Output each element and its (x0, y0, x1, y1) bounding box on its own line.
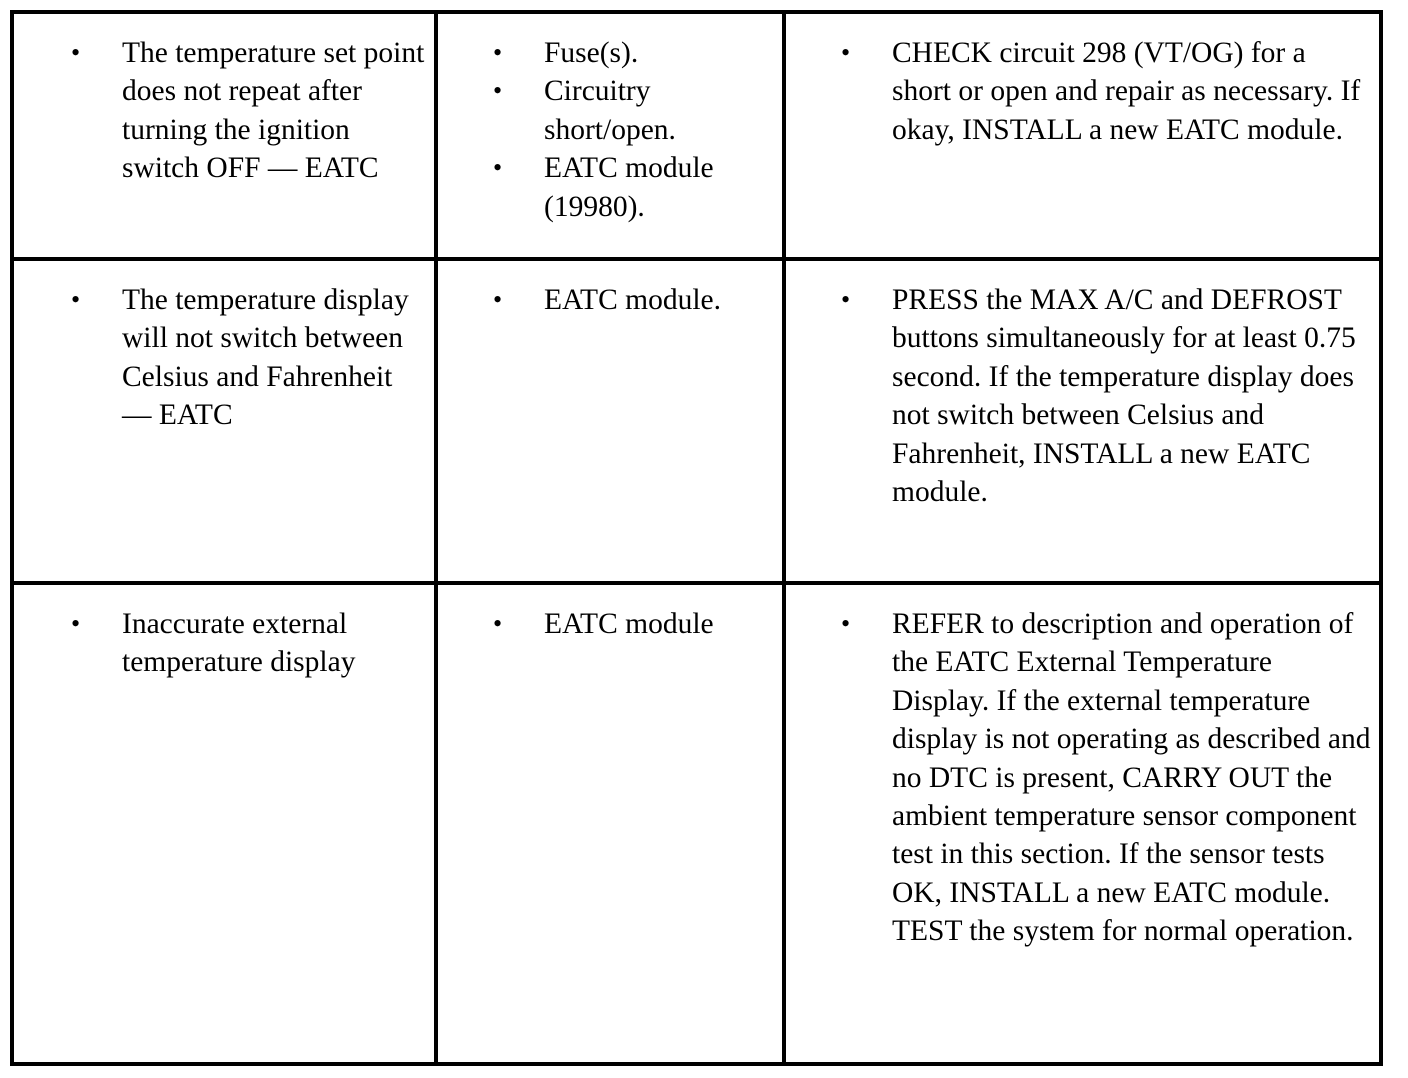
table-row (12, 259, 1381, 583)
table-row (12, 583, 1381, 1064)
list-item (438, 281, 774, 319)
source-list (438, 605, 774, 643)
condition-cell (12, 583, 436, 1064)
condition-list (14, 605, 426, 682)
bullet-icon: • (493, 38, 503, 67)
action-list (786, 34, 1371, 149)
action-text: PRESS the MAX A/C and DEFROST buttons simultaneously for at least 0.75 second. If the temperature display does not switch between Celsius and Fahrenheit, INSTALL a new EATC module. (892, 284, 1356, 509)
table-row (12, 12, 1381, 259)
condition-cell (12, 259, 436, 583)
list-item (14, 605, 426, 682)
diagnosis-table (10, 10, 1383, 1066)
list-item (438, 605, 774, 643)
source-text: EATC module (19980). (544, 152, 714, 223)
action-cell (784, 12, 1381, 259)
bullet-icon: • (841, 609, 851, 638)
bullet-icon: • (493, 76, 503, 106)
source-list (438, 34, 774, 226)
list-item (786, 605, 1371, 951)
list-item (14, 34, 426, 188)
action-list (786, 281, 1371, 511)
action-cell (784, 583, 1381, 1064)
bullet-icon: • (71, 285, 81, 314)
list-item (438, 72, 774, 149)
condition-text: Inaccurate external temperature display (122, 608, 356, 679)
list-item (438, 34, 774, 72)
condition-cell (12, 12, 436, 259)
condition-text: The temperature display will not switch between Celsius and Fahrenheit — EATC (122, 284, 409, 432)
bullet-icon: • (841, 38, 851, 67)
source-cell (436, 583, 784, 1064)
condition-list (14, 281, 426, 435)
action-list (786, 605, 1371, 951)
bullet-icon: • (493, 153, 503, 183)
bullet-icon: • (493, 285, 503, 314)
source-list (438, 281, 774, 319)
list-item (438, 149, 774, 226)
list-item (14, 281, 426, 435)
source-text: Circuitry short/open. (544, 75, 676, 146)
bullet-icon: • (71, 609, 81, 638)
source-text: Fuse(s). (544, 37, 639, 69)
source-text: EATC module. (544, 284, 721, 316)
action-text: CHECK circuit 298 (VT/OG) for a short or open and repair as necessary. If okay, INSTALL a new EATC module. (892, 37, 1361, 146)
source-text: EATC module (544, 608, 714, 640)
source-cell (436, 259, 784, 583)
action-text: REFER to description and operation of the EATC External Temperature Display. If the external temperature display is not operating as described and no DTC is present, CARRY OUT the ambient temperature sensor component test in this section. If the sensor tests OK, INSTALL a new EATC module. TEST the system for normal operation. (892, 608, 1371, 948)
source-cell (436, 12, 784, 259)
condition-list (14, 34, 426, 188)
action-cell (784, 259, 1381, 583)
bullet-icon: • (493, 609, 503, 638)
bullet-icon: • (841, 285, 851, 314)
list-item (786, 281, 1371, 511)
bullet-icon: • (71, 38, 81, 67)
list-item (786, 34, 1371, 149)
condition-text: The temperature set point does not repeat after turning the ignition switch OFF — EATC (122, 37, 425, 185)
